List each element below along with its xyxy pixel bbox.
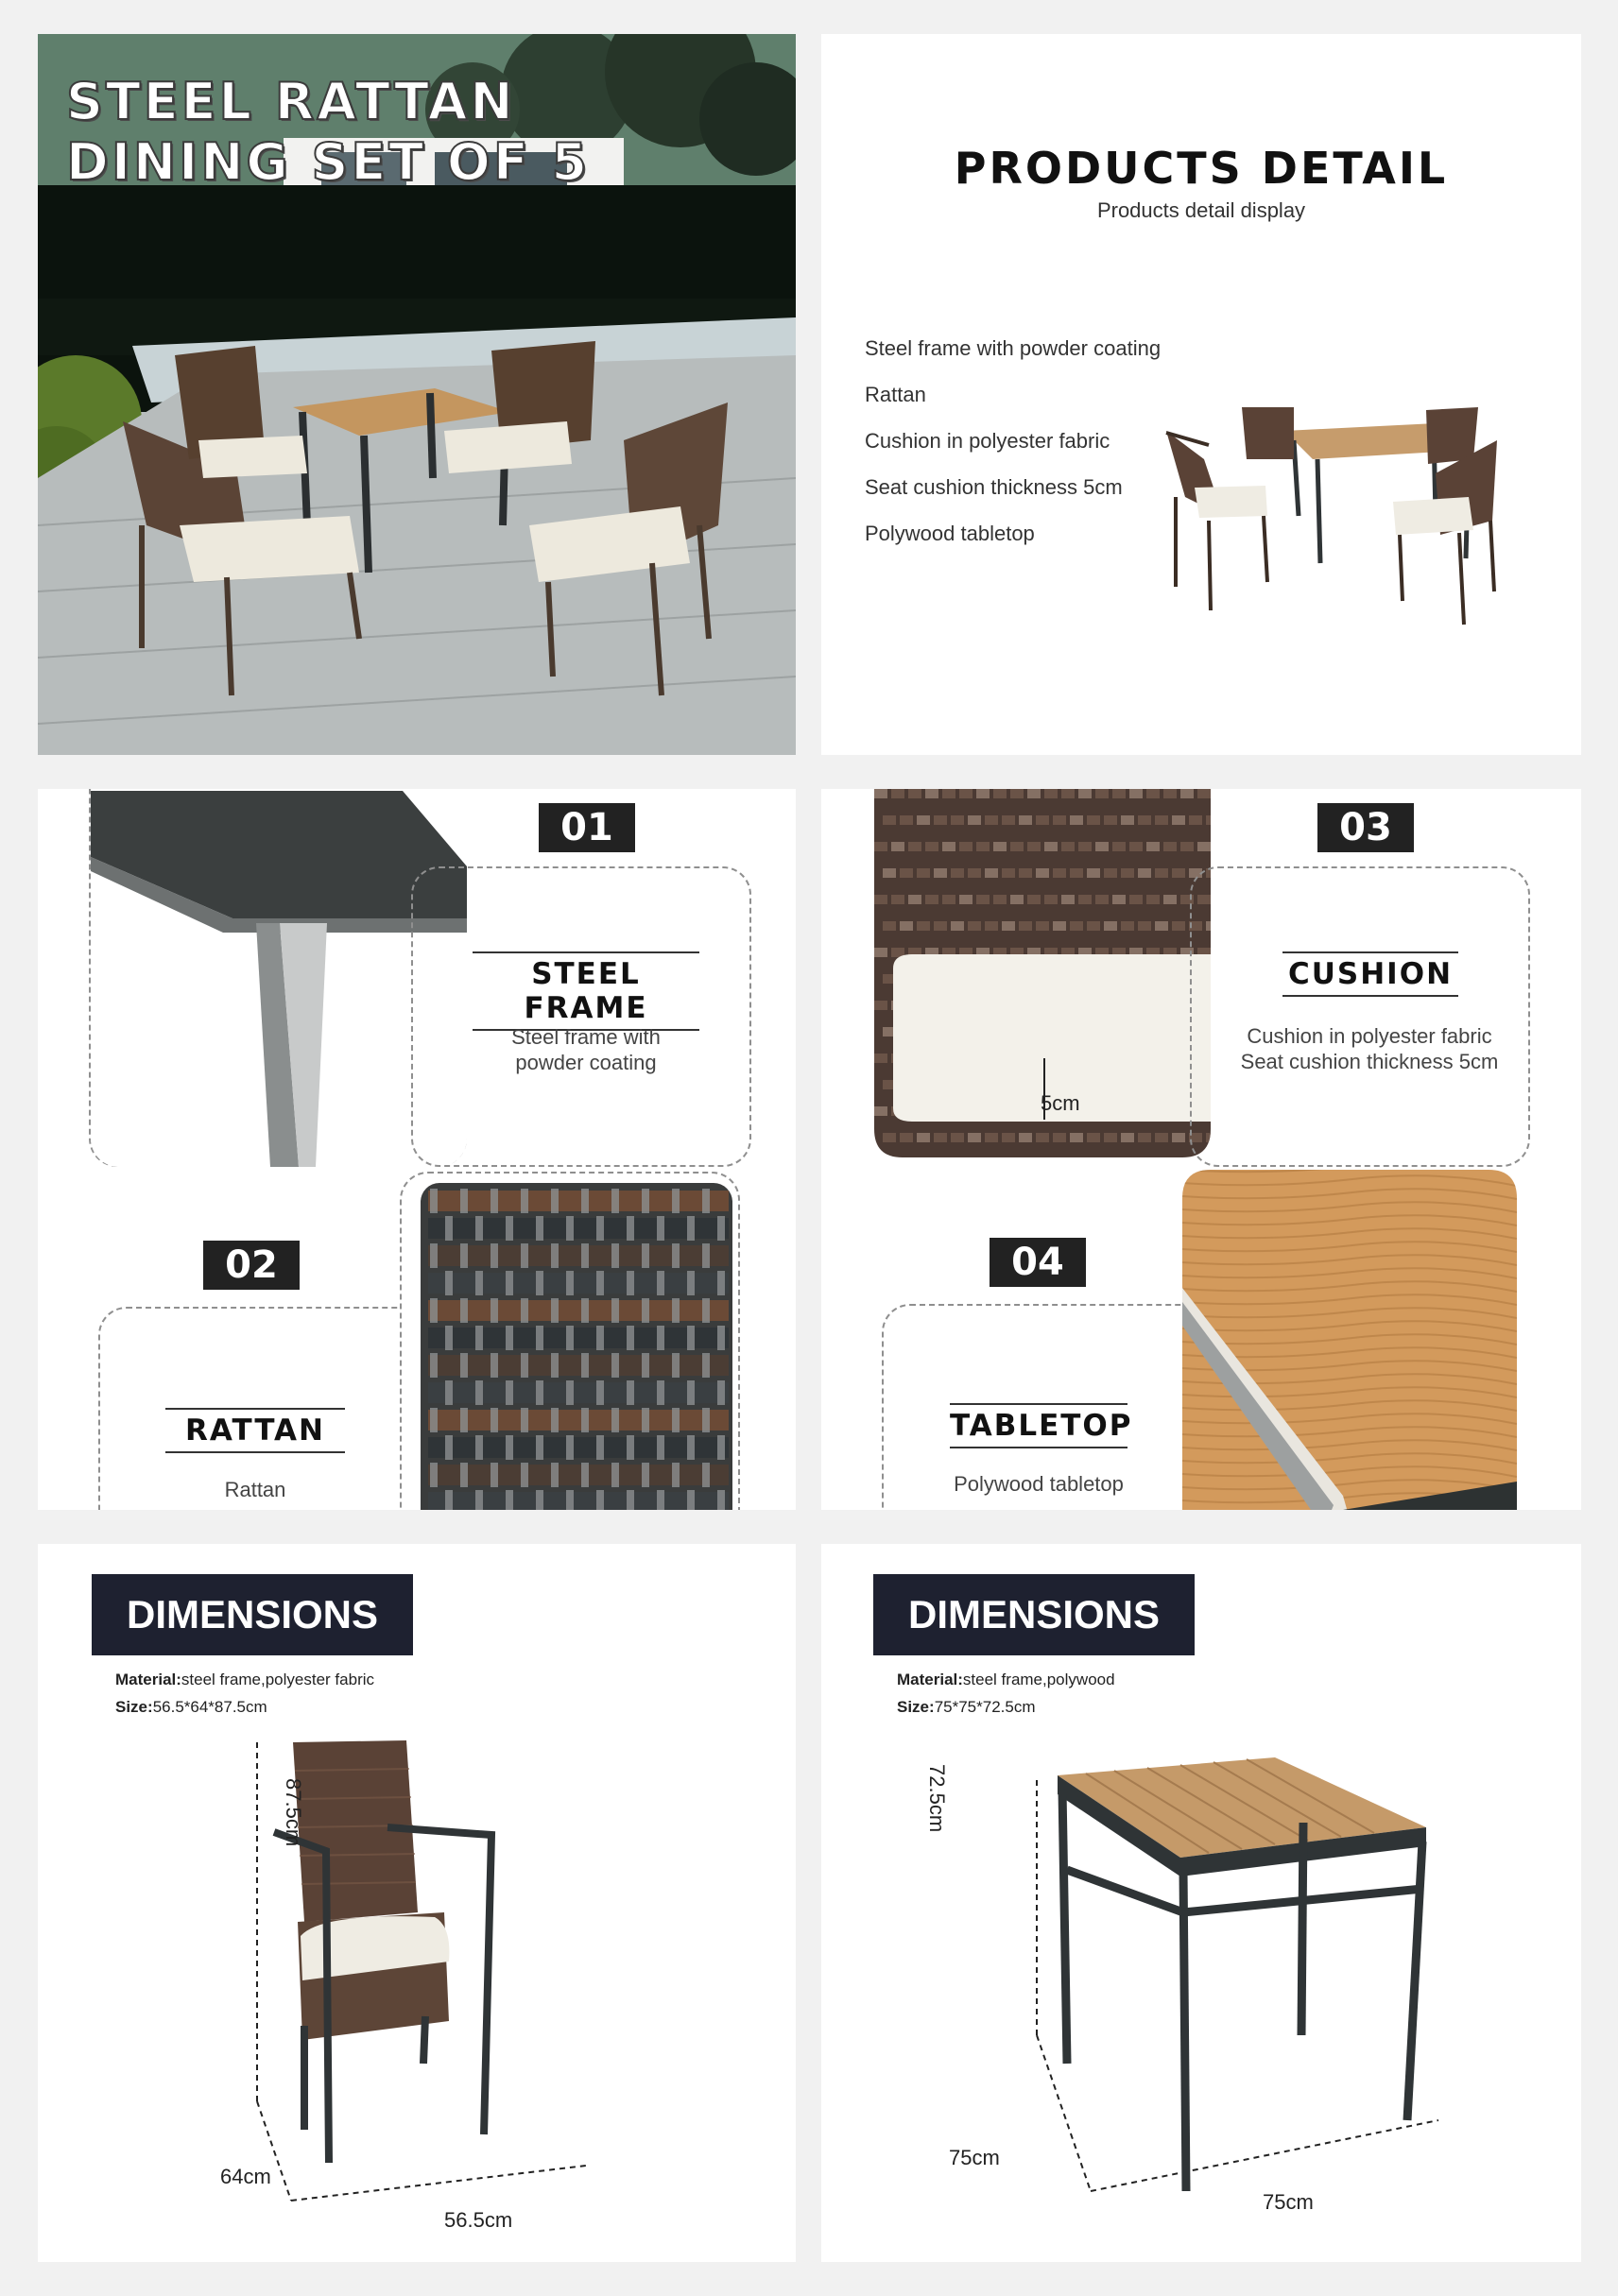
chair-size-value: 56.5*64*87.5cm — [152, 1698, 267, 1716]
chair-height-label: 87.5cm — [282, 1778, 305, 1847]
chair-material-label: Material: — [115, 1671, 181, 1688]
table-size — [897, 1698, 1036, 1717]
hero-title-line-1: STEEL RATTAN — [66, 72, 516, 131]
chair-dimensions-panel — [38, 1544, 796, 2262]
products-detail-title: PRODUCTS DETAIL — [954, 143, 1449, 194]
hero-title — [66, 72, 590, 193]
features-panel-left — [38, 789, 796, 1510]
table-material-value: steel frame,polywood — [962, 1671, 1115, 1688]
table-depth-label: 75cm — [949, 2146, 1000, 2169]
rattan-title: RATTAN — [165, 1408, 345, 1453]
cushion-card — [1190, 866, 1530, 1167]
products-detail-panel — [821, 34, 1581, 755]
chair-material-value: steel frame,polyester fabric — [181, 1671, 375, 1688]
steel-frame-title: STEEL FRAME — [473, 951, 699, 1031]
features-panel-right — [821, 789, 1581, 1510]
table-material-label: Material: — [897, 1671, 963, 1688]
table-material — [897, 1671, 1115, 1689]
feature-number-01: 01 — [539, 803, 635, 852]
table-dimensions-heading: DIMENSIONS — [873, 1574, 1195, 1655]
chair-depth-label: 64cm — [220, 2165, 271, 2188]
feature-list-item: Rattan — [865, 383, 926, 406]
table-size-value: 75*75*72.5cm — [934, 1698, 1036, 1716]
tabletop-description: Polywood tabletop — [954, 1472, 1124, 1496]
dining-set-product-image — [1152, 355, 1549, 639]
chair-width-label: 56.5cm — [444, 2208, 513, 2232]
feature-list-item: Cushion in polyester fabric — [865, 429, 1110, 453]
feature-list-item: Seat cushion thickness 5cm — [865, 475, 1123, 499]
feature-number-03: 03 — [1317, 803, 1414, 852]
steel-frame-desc-line-2: powder coating — [515, 1051, 657, 1074]
chair-dimensions-heading: DIMENSIONS — [92, 1574, 413, 1655]
chair-size-label: Size: — [115, 1698, 153, 1716]
products-detail-subtitle: Products detail display — [1096, 198, 1306, 222]
cushion-description — [1199, 1023, 1540, 1074]
hero-title-line-2: DINING SET OF 5 — [66, 132, 591, 192]
chair-dimension-drawing — [132, 1714, 699, 2262]
steel-frame-desc-line-1: Steel frame with — [511, 1025, 661, 1049]
table-height-label: 72.5cm — [925, 1764, 949, 1833]
tabletop-closeup — [1182, 1170, 1517, 1510]
cushion-thickness-label: 5cm — [1041, 1091, 1080, 1115]
steel-frame-image-frame — [89, 789, 467, 1167]
tabletop-title: TABLETOP — [950, 1403, 1127, 1448]
feature-list-item: Polywood tabletop — [865, 522, 1035, 545]
cushion-desc-line-2: Seat cushion thickness 5cm — [1240, 1050, 1499, 1073]
table-size-label: Size: — [897, 1698, 935, 1716]
table-dimensions-panel — [821, 1544, 1581, 2262]
table-dimension-drawing — [916, 1723, 1530, 2253]
cushion-desc-line-1: Cushion in polyester fabric — [1247, 1024, 1492, 1048]
steel-frame-description — [454, 1024, 718, 1075]
rattan-image-frame — [400, 1172, 740, 1510]
rattan-weave-closeup — [402, 1174, 738, 1510]
hero-panel — [38, 34, 796, 755]
feature-list-item: Steel frame with powder coating — [865, 336, 1162, 360]
table-width-label: 75cm — [1263, 2190, 1314, 2214]
cushion-title: CUSHION — [1282, 951, 1458, 997]
chair-material — [115, 1671, 374, 1689]
feature-number-04: 04 — [990, 1238, 1086, 1287]
feature-number-02: 02 — [203, 1241, 300, 1290]
rattan-description: Rattan — [224, 1478, 286, 1501]
